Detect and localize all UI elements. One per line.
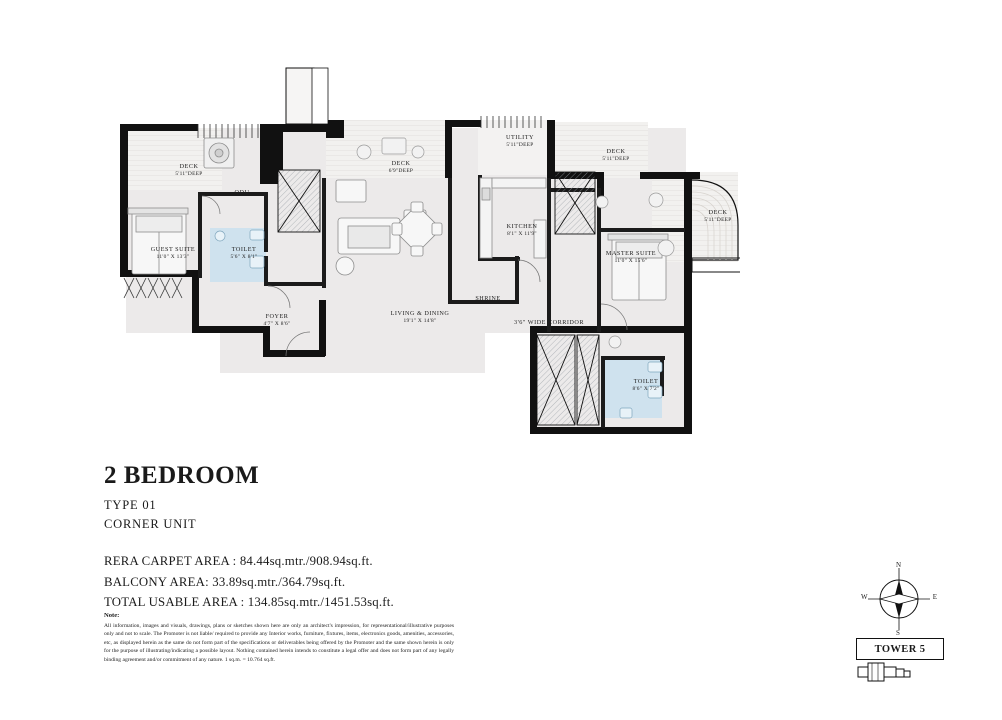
room-label: DECK 6'9"DEEP (388, 160, 414, 174)
compass-icon (862, 562, 936, 636)
tower-badge (856, 638, 944, 660)
unit-type: TYPE 01 (104, 498, 157, 512)
tower-key-plan-icon (856, 659, 916, 685)
compass-south-label: S (896, 629, 900, 637)
rera-carpet-area: RERA CARPET AREA : 84.44sq.mtr./908.94sq.ft. (104, 554, 373, 568)
title-block (104, 462, 624, 535)
room-label: MASTER SUITE 11'0" X 15'6" (605, 250, 657, 264)
unit-variant: CORNER UNIT (104, 517, 197, 532)
compass-west-label: W (861, 593, 868, 601)
compass-east-label: E (932, 593, 937, 601)
compass-north-label: N (896, 561, 902, 569)
room-label: DECK 5'11"DEEP (602, 148, 630, 162)
disclaimer-note (104, 612, 454, 664)
note-body: All information, images and visuals, drawings, plans or sketches shown here are only an architect's impression, for representational/illustrative purposes only and not to scale. The Promoter is not liable/ required to provide any Interior works, furniture, fixtures, items, electronics goods, amenities, accessories, etc, as displayed herein as the same do not form part of the specifications or deliverables being offered by the Promoter and the same shown herein is only for the purpose of illustrating/indicating a possible layout. Nothing contained herein intends to constitute a legal offer and does not form part of any legally binding agreement and/or commitment of any nature. 1 sq.m. = 10.764 sq.ft. (104, 623, 454, 663)
room-label: FOYER 4'7" X 8'6" (263, 313, 291, 327)
room-label: SHRINE (475, 295, 501, 302)
room-label: TOILET 8'6" X 7'2" (632, 378, 660, 392)
room-label: DECK 5'11"DEEP (704, 209, 732, 223)
room-label: KITCHEN 8'1" X 11'9" (506, 223, 538, 237)
floor-plan-drawing (100, 60, 740, 440)
room-label: 3'6" WIDE CORRIDOR (514, 319, 584, 326)
room-label: DECK 5'11"DEEP (175, 163, 203, 177)
room-label: GUEST SUITE 11'0" X 13'3" (150, 246, 196, 260)
compass-rose (862, 562, 936, 636)
room-label: LIVING & DINING 19'1" X 14'8" (390, 310, 450, 324)
room-label: UTILITY 5'11"DEEP (506, 134, 534, 148)
tower-label: TOWER 5 (874, 643, 926, 655)
balcony-area: BALCONY AREA: 33.89sq.mtr./364.79sq.ft. (104, 574, 346, 589)
room-label: ODU (234, 189, 250, 196)
room-label: TOILET 5'6" X 8'1" (230, 246, 258, 260)
area-summary (104, 551, 664, 613)
page-title: 2 BEDROOM (104, 462, 260, 489)
total-usable-area: TOTAL USABLE AREA : 134.85sq.mtr./1451.53sq.ft. (104, 595, 394, 610)
note-heading: Note: (104, 612, 120, 619)
